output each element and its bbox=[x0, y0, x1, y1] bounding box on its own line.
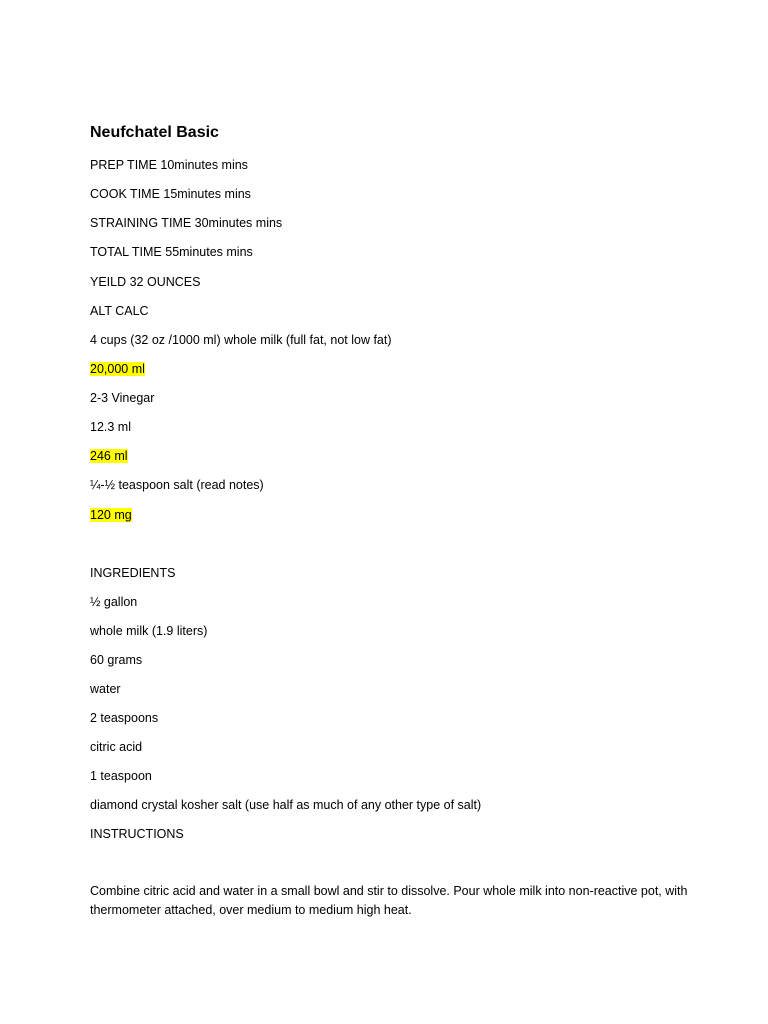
milk-calc-line bbox=[90, 360, 145, 378]
highlighted-text: 246 ml bbox=[90, 449, 128, 463]
straining-time-line: STRAINING TIME 30minutes mins bbox=[90, 216, 283, 230]
milk-amount-line: 4 cups (32 oz /1000 ml) whole milk (full fat, not low fat) bbox=[90, 333, 392, 347]
document-title: Neufchatel Basic bbox=[90, 124, 219, 141]
ingredient-item: citric acid bbox=[90, 740, 143, 754]
ingredient-quantity: 2 teaspoons bbox=[90, 711, 159, 725]
ingredient-quantity: 1 teaspoon bbox=[90, 769, 152, 783]
alt-calc-line: ALT CALC bbox=[90, 304, 149, 318]
total-time-line: TOTAL TIME 55minutes mins bbox=[90, 245, 253, 259]
salt-calc-line bbox=[90, 506, 132, 524]
ingredient-quantity: ½ gallon bbox=[90, 595, 138, 609]
cook-time-line: COOK TIME 15minutes mins bbox=[90, 187, 251, 201]
highlighted-text: 120 mg bbox=[90, 508, 132, 522]
vinegar-calc-line bbox=[90, 447, 128, 465]
ingredient-item: whole milk (1.9 liters) bbox=[90, 624, 208, 638]
yield-line: YEILD 32 OUNCES bbox=[90, 275, 201, 289]
salt-amount-line: ¼-½ teaspoon salt (read notes) bbox=[90, 478, 264, 492]
vinegar-ml-line: 12.3 ml bbox=[90, 420, 131, 434]
ingredients-heading: INGREDIENTS bbox=[90, 566, 176, 580]
highlighted-text: 20,000 ml bbox=[90, 362, 145, 376]
prep-time-line: PREP TIME 10minutes mins bbox=[90, 158, 248, 172]
ingredient-quantity: 60 grams bbox=[90, 653, 143, 667]
ingredient-item: water bbox=[90, 682, 121, 696]
instructions-heading: INSTRUCTIONS bbox=[90, 827, 184, 841]
ingredient-item: diamond crystal kosher salt (use half as much of any other type of salt) bbox=[90, 798, 482, 812]
vinegar-amount-line: 2-3 Vinegar bbox=[90, 391, 155, 405]
instruction-paragraph: Combine citric acid and water in a small bowl and stir to dissolve. Pour whole milk into non-reactive pot, with thermometer attached, over medium to medium high heat. bbox=[90, 884, 688, 917]
